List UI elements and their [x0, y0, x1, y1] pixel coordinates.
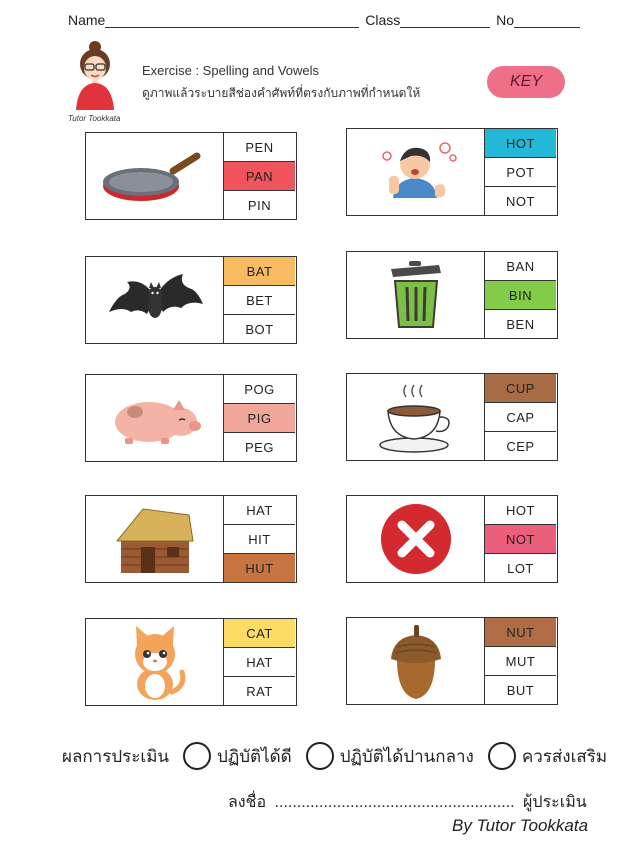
acorn-icon [381, 621, 451, 701]
option-2[interactable]: NOT [506, 193, 535, 209]
option-2[interactable]: LOT [507, 560, 534, 576]
name-label: Name [68, 12, 106, 28]
option-2[interactable]: BEN [506, 316, 535, 332]
assessment-label: ผลการประเมิน [62, 746, 170, 766]
option-1[interactable]: PIG [224, 404, 295, 433]
exercise-title: Exercise : Spelling and Vowels [142, 63, 320, 78]
option-0[interactable]: BAN [485, 252, 556, 281]
tutor-caption: Tutor Tookkata [68, 114, 121, 123]
option-0[interactable]: HOT [485, 496, 556, 525]
acorn-picture [347, 618, 485, 704]
no-sign-picture [347, 496, 485, 582]
hut-picture [86, 496, 224, 582]
option-1[interactable]: CAP [485, 403, 556, 432]
options [485, 129, 556, 215]
option-1[interactable]: HIT [224, 525, 295, 554]
option-1[interactable]: POT [485, 158, 556, 187]
option-2[interactable]: BUT [506, 682, 535, 698]
key-badge[interactable]: KEY [487, 66, 565, 98]
option-2[interactable]: BOT [245, 321, 274, 337]
option-0[interactable]: POG [224, 375, 295, 404]
card-cat [85, 618, 297, 706]
card-pan [85, 132, 297, 220]
evaluator-label: ผู้ประเมิน [523, 794, 587, 811]
options [224, 619, 295, 705]
header-line [68, 12, 580, 28]
options [224, 257, 295, 343]
name-field[interactable] [105, 13, 359, 28]
option-0[interactable]: HAT [224, 496, 295, 525]
option-1[interactable]: HAT [224, 648, 295, 677]
trash-bin-icon [381, 259, 451, 331]
medium-checkbox[interactable] [306, 742, 334, 770]
options [224, 496, 295, 582]
improve-label: ควรส่งเสริม [521, 746, 608, 766]
option-1[interactable]: BET [224, 286, 295, 315]
pig-icon [105, 388, 205, 448]
cat-picture [86, 619, 224, 705]
frying-pan-picture [86, 133, 224, 219]
medium-label: ปฏิบัติได้ปานกลาง [339, 746, 474, 766]
hut-icon [113, 501, 197, 577]
no-field[interactable] [514, 13, 580, 28]
tutor-avatar [68, 38, 122, 112]
option-2[interactable]: HUT [224, 554, 295, 582]
card-bat [85, 256, 297, 344]
card-not [346, 495, 558, 583]
options [224, 375, 295, 461]
option-0[interactable]: PEN [224, 133, 295, 162]
option-1[interactable]: MUT [485, 647, 556, 676]
options [485, 496, 556, 582]
option-2[interactable]: RAT [246, 683, 273, 699]
option-0[interactable]: CAT [224, 619, 295, 648]
card-nut [346, 617, 558, 705]
byline: By Tutor Tookkata [452, 816, 589, 835]
exercise-instruction: ดูภาพแล้วระบายสีช่องคำศัพท์ที่ตรงกับภาพที่กำหนดให้ [142, 86, 421, 100]
option-0[interactable]: HOT [485, 129, 556, 158]
card-cup [346, 373, 558, 461]
options [224, 133, 295, 219]
options [485, 618, 556, 704]
option-1[interactable]: NOT [485, 525, 556, 554]
card-bin [346, 251, 558, 339]
no-label: No [496, 12, 515, 28]
hot-man-picture [347, 129, 485, 215]
good-label: ปฏิบัติได้ดี [217, 746, 292, 766]
option-2[interactable]: CEP [506, 438, 535, 454]
option-2[interactable]: PEG [245, 439, 274, 455]
option-1[interactable]: PAN [224, 162, 295, 191]
cat-icon [120, 622, 190, 702]
coffee-cup-picture [347, 374, 485, 460]
class-label: Class [365, 12, 401, 28]
bat-icon [105, 268, 205, 332]
card-hot [346, 128, 558, 216]
options [485, 374, 556, 460]
hot-man-icon [361, 134, 471, 210]
pig-picture [86, 375, 224, 461]
assessment-row [62, 742, 607, 770]
option-2[interactable]: PIN [247, 197, 272, 213]
trash-bin-picture [347, 252, 485, 338]
frying-pan-icon [95, 141, 215, 211]
card-hut [85, 495, 297, 583]
signature-label: ลงชื่อ [228, 794, 267, 811]
signature-line [228, 790, 587, 815]
no-sign-icon [378, 501, 454, 577]
option-1[interactable]: BIN [485, 281, 556, 310]
card-pig [85, 374, 297, 462]
option-0[interactable]: CUP [485, 374, 556, 403]
option-0[interactable]: NUT [485, 618, 556, 647]
option-0[interactable]: BAT [224, 257, 295, 286]
options [485, 252, 556, 338]
bat-picture [86, 257, 224, 343]
improve-checkbox[interactable] [488, 742, 516, 770]
class-field[interactable] [400, 13, 490, 28]
coffee-cup-icon [376, 379, 456, 455]
good-checkbox[interactable] [183, 742, 211, 770]
signature-field[interactable]: ...................................................... [274, 794, 515, 811]
